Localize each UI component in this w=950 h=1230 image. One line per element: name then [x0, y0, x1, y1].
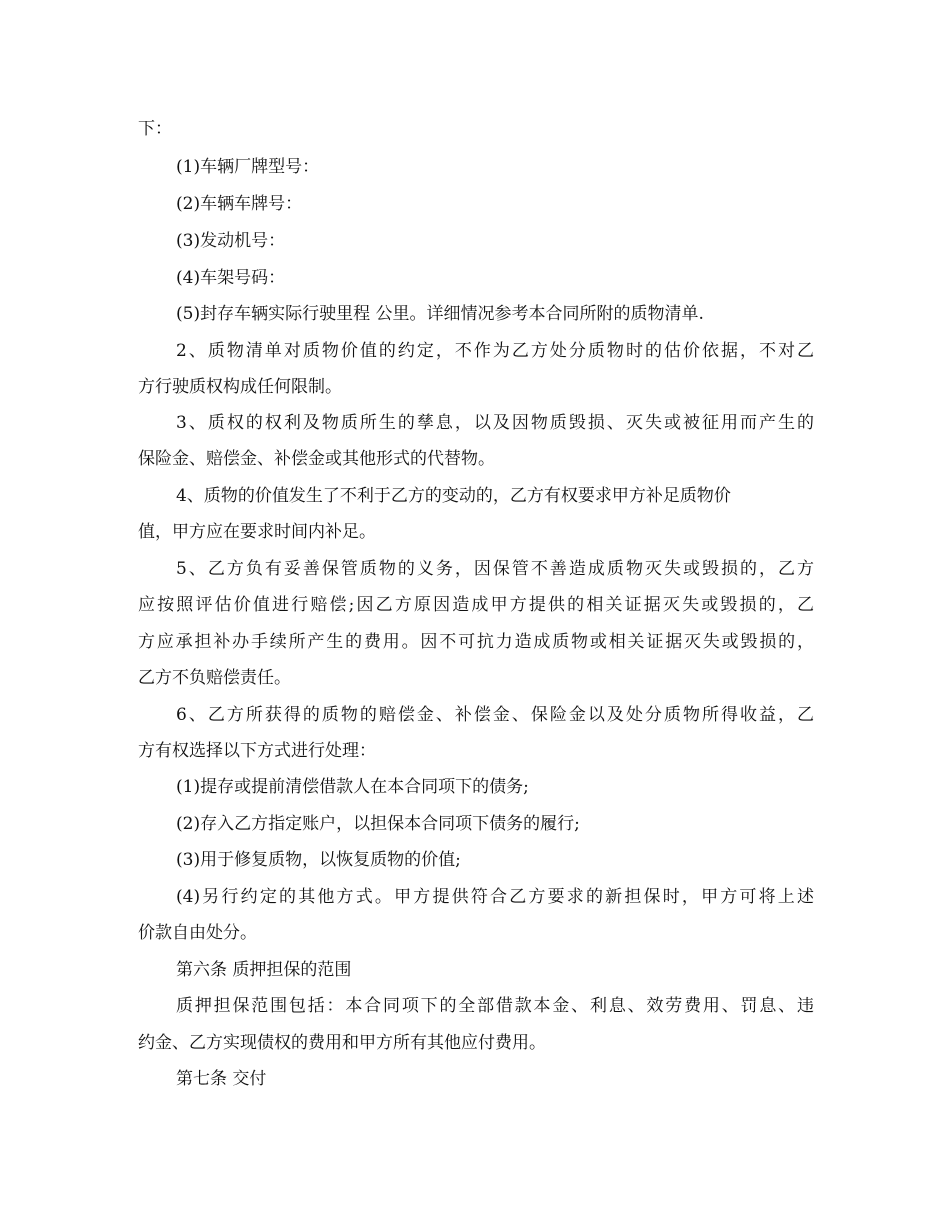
list-item: (2)存入乙方指定账户，以担保本合同项下债务的履行; — [176, 814, 580, 834]
text-line: 下： — [138, 119, 172, 139]
paragraph-line: 保险金、赔偿金、补偿金或其他形式的代替物。 — [138, 449, 495, 469]
paragraph-line: 约金、乙方实现债权的费用和甲方所有其他应付费用。 — [138, 1033, 546, 1053]
list-item: (3)用于修复质物，以恢复质物的价值; — [176, 850, 461, 870]
paragraph-line: 5、乙方负有妥善保管质物的义务，因保管不善造成质物灭失或毁损的，乙方 — [176, 559, 814, 579]
paragraph-line: 6、乙方所获得的质物的赔偿金、补偿金、保险金以及处分质物所得收益，乙 — [176, 705, 814, 725]
list-item: (1)提存或提前清偿借款人在本合同项下的债务; — [176, 777, 529, 797]
paragraph-line: 值，甲方应在要求时间内补足。 — [138, 522, 376, 542]
section-heading: 第六条 质押担保的范围 — [176, 960, 352, 980]
paragraph-line: 3、质权的权利及物质所生的孳息，以及因物质毁损、灭失或被征用而产生的 — [176, 413, 814, 433]
list-item: (3)发动机号： — [176, 231, 286, 251]
paragraph-line: 方行驶质权构成任何限制。 — [138, 377, 342, 397]
paragraph-line: 价款自由处分。 — [138, 923, 257, 943]
paragraph-line: 乙方不负赔偿责任。 — [138, 668, 291, 688]
section-heading: 第七条 交付 — [176, 1069, 267, 1089]
list-item: (4)另行约定的其他方式。甲方提供符合乙方要求的新担保时，甲方可将上述 — [176, 887, 814, 907]
paragraph-line: 质押担保范围包括：本合同项下的全部借款本金、利息、效劳费用、罚息、违 — [176, 996, 814, 1016]
paragraph-line: 应按照评估价值进行赔偿;因乙方原因造成甲方提供的相关证据灭失或毁损的，乙 — [138, 595, 814, 615]
paragraph-line: 2、质物清单对质物价值的约定，不作为乙方处分质物时的估价依据，不对乙 — [176, 341, 814, 361]
list-item: (4)车架号码： — [176, 268, 286, 288]
list-item: (2)车辆车牌号： — [176, 194, 303, 214]
list-item: (1)车辆厂牌型号： — [176, 157, 320, 177]
paragraph-line: 方有权选择以下方式进行处理： — [138, 741, 376, 761]
paragraph-line: 方应承担补办手续所产生的费用。因不可抗力造成质物或相关证据灭失或毁损的， — [138, 632, 814, 652]
list-item: (5)封存车辆实际行驶里程 公里。详细情况参考本合同所附的质物清单. — [176, 304, 704, 324]
paragraph-line: 4、质物的价值发生了不利于乙方的变动的，乙方有权要求甲方补足质物价 — [176, 486, 731, 506]
